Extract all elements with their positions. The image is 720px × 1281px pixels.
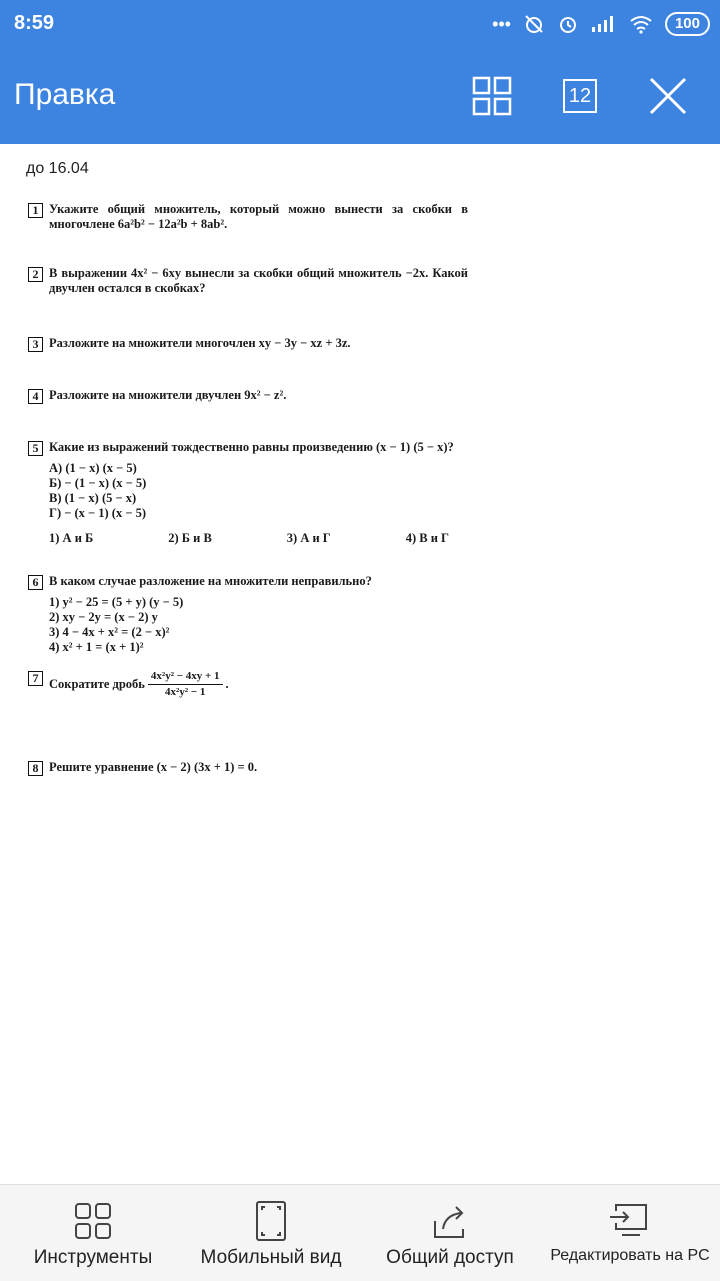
question-number: 8 — [28, 761, 43, 776]
question-number: 5 — [28, 441, 43, 456]
share-label: Общий доступ — [386, 1247, 514, 1268]
grid-view-button[interactable] — [468, 72, 516, 120]
answer-choice: 1) А и Б — [49, 531, 94, 545]
answer-choice: 2) Б и В — [168, 531, 212, 545]
app-title: Правка — [14, 78, 116, 111]
page-count-badge: 12 — [563, 79, 597, 113]
option-item: А) (1 − x) (x − 5) — [49, 461, 137, 475]
question-number: 1 — [28, 203, 43, 218]
option-item: Г) − (x − 1) (x − 5) — [49, 506, 147, 520]
page-count-button[interactable] — [556, 72, 604, 120]
wifi-icon — [629, 14, 653, 34]
question-text: Сократите дробь — [49, 677, 145, 692]
signal-icon — [591, 15, 617, 33]
question-number: 6 — [28, 575, 43, 590]
option-item: 1) y² − 25 = (5 + y) (y − 5) — [49, 595, 184, 609]
fraction-numerator: 4x²y² − 4xy + 1 — [148, 670, 223, 685]
answer-choices — [49, 531, 449, 546]
more-dots-icon: ••• — [492, 13, 511, 34]
answer-choice: 4) В и Г — [405, 531, 449, 545]
question-4 — [28, 388, 468, 404]
question-5 — [28, 440, 468, 546]
option-item: 3) 4 − 4x + x² = (2 − x)² — [49, 625, 170, 639]
tools-label: Инструменты — [33, 1247, 153, 1268]
mobile-view-icon — [254, 1200, 288, 1242]
alarm-off-icon — [523, 13, 545, 35]
fraction — [148, 670, 223, 699]
question-text: Разложите на множители многочлен xy − 3y − xz + 3z. — [49, 336, 351, 350]
option-item: 2) xy − 2y = (x − 2) y — [49, 610, 158, 624]
question-3 — [28, 336, 468, 352]
mobile-view-button[interactable] — [182, 1185, 360, 1281]
question-8 — [28, 760, 468, 776]
question-number: 7 — [28, 671, 43, 686]
question-6 — [28, 574, 468, 655]
question-text: Укажите общий множитель, который можно вынести за скобки в многочлене 6a²b² − 12a²b + 8ab². — [49, 202, 468, 231]
close-icon — [648, 76, 688, 116]
tools-icon — [73, 1201, 113, 1241]
tools-button[interactable] — [18, 1185, 168, 1281]
question-text: Какие из выражений тождественно равны произведению (x − 1) (5 − x)? — [49, 440, 454, 454]
alarm-icon — [557, 13, 579, 35]
edit-on-pc-button[interactable] — [540, 1185, 720, 1281]
share-icon — [429, 1201, 471, 1241]
edit-on-pc-icon — [608, 1201, 652, 1241]
grid-icon — [472, 76, 512, 116]
share-button[interactable] — [372, 1185, 528, 1281]
question-text: Решите уравнение (x − 2) (3x + 1) = 0. — [49, 760, 258, 774]
status-bar — [0, 0, 720, 48]
question-2 — [28, 266, 468, 296]
period-mark: . — [225, 677, 229, 692]
status-icons — [492, 10, 710, 38]
option-item: В) (1 − x) (5 − x) — [49, 491, 137, 505]
status-time: 8:59 — [14, 12, 55, 34]
question-text: В выражении 4x² − 6xy вынесли за скобки общий множитель −2x. Какой двучлен остался в скобках? — [49, 266, 468, 295]
question-text: Разложите на множители двучлен 9x² − z². — [49, 388, 287, 402]
bottom-toolbar — [0, 1184, 720, 1281]
document-view[interactable] — [0, 144, 720, 1184]
option-list — [49, 595, 468, 655]
app-bar — [0, 48, 720, 144]
option-item: Б) − (1 − x) (x − 5) — [49, 476, 147, 490]
question-number: 4 — [28, 389, 43, 404]
question-number: 2 — [28, 267, 43, 282]
question-1 — [28, 202, 468, 232]
option-item: 4) x² + 1 = (x + 1)² — [49, 640, 144, 654]
question-number: 3 — [28, 337, 43, 352]
option-list — [49, 461, 468, 521]
close-button[interactable] — [644, 72, 692, 120]
deadline-text: до 16.04 — [26, 160, 89, 177]
question-text: В каком случае разложение на множители неправильно? — [49, 574, 372, 588]
question-7 — [28, 670, 468, 699]
mobile-view-label: Мобильный вид — [200, 1247, 342, 1268]
answer-choice: 3) А и Г — [286, 531, 331, 545]
fraction-denominator: 4x²y² − 1 — [165, 686, 206, 699]
battery-icon: 100 — [665, 12, 710, 36]
edit-on-pc-label: Редактировать на PC — [550, 1247, 710, 1264]
